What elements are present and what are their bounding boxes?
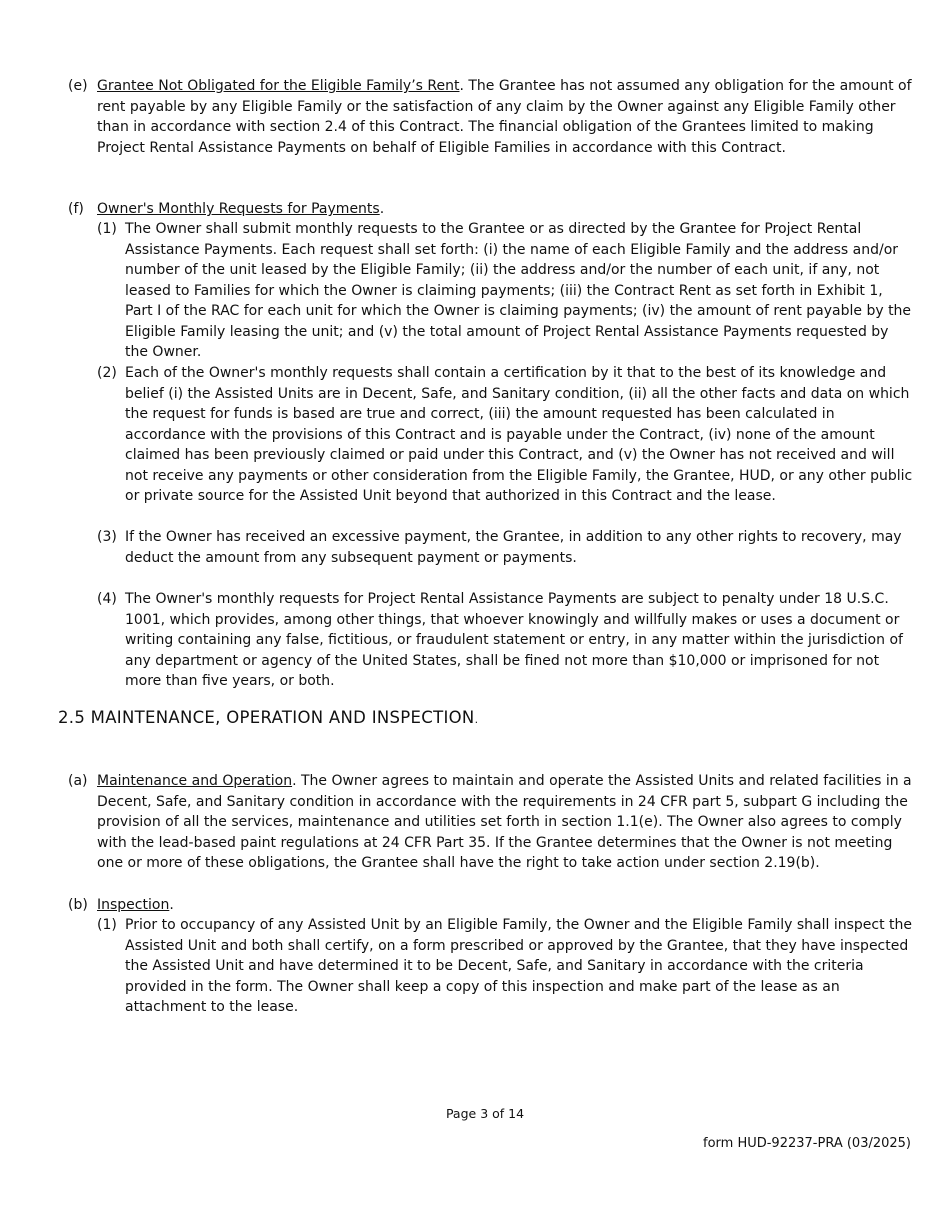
item-text: The Owner shall submit monthly requests to the Grantee or as directed by the Grantee for Project Rental Assistance Payments. Each request shall set forth: (i) the name of each Eligible Family and the address and/or number of the unit leased by the Eligible Family; (ii) the address and/or the number of each unit, if any, not leased to Families for which the Owner is claiming payments; (iii) the Contract Rent as set forth in Exhibit 1, Part I of the RAC for each unit for which the Owner is claiming payments; (iv) the amount of rent payable by the Eligible Family leasing the unit; and (v) the total amount of Project Rental Assistance Payments requested by the Owner.: [125, 221, 912, 360]
section-a: [68, 771, 914, 874]
section-f-label: (f): [68, 201, 84, 217]
section-a-title: Maintenance and Operation: [97, 773, 293, 789]
section-2-5-heading: [58, 708, 478, 727]
item-text: The Owner's monthly requests for Project Rental Assistance Payments are subject to penalty under 18 U.S.C. 1001, which provides, among other things, that whoever knowingly and willfully makes or uses a document or writing containing any false, fictitious, or fraudulent statement or entry, in any matter within the jurisdiction of any department or agency of the United States, shall be fined not more than $10,000 or imprisoned for not more than five years, or both.: [125, 591, 903, 689]
section-b: [68, 895, 914, 916]
section-f-item-3: [68, 527, 914, 568]
page-number: Page 3 of 14: [445, 1106, 525, 1121]
section-f-item-2: [68, 363, 914, 507]
section-a-label: (a): [68, 773, 88, 789]
item-text: Each of the Owner's monthly requests shall contain a certification by it that to the best of its knowledge and belief (i) the Assisted Units are in Decent, Safe, and Sanitary condition, (ii) all the other facts and data on which the request for funds is based are true and correct, (iii) the amount requested has been calculated in accordance with the provisions of this Contract and is payable under the Contract, (iv) none of the amount claimed has been previously claimed or paid under this Contract, and (v) the Owner has not received and will not receive any payments or other consideration from the Eligible Family, the Grantee, HUD, or any other public or private source for the Assisted Unit beyond that authorized in this Contract and the lease.: [125, 365, 913, 504]
section-f-title-end: .: [379, 201, 385, 217]
section-b-title: Inspection: [97, 897, 170, 913]
section-f-item-4: [68, 589, 914, 692]
section-b-item-1: [68, 915, 914, 1018]
form-number: form HUD-92237-PRA (03/2025): [703, 1136, 911, 1151]
section-f: [68, 199, 914, 220]
section-heading-text: 2.5 MAINTENANCE, OPERATION AND INSPECTION: [58, 708, 475, 727]
item-number: (1): [97, 917, 117, 933]
section-e: [68, 76, 914, 158]
section-heading-dot: .: [474, 713, 479, 726]
section-b-title-end: .: [169, 897, 174, 913]
section-e-title: Grantee Not Obligated for the Eligible Family’s Rent: [97, 78, 460, 94]
section-e-label: (e): [68, 78, 88, 94]
item-number: (1): [97, 221, 117, 237]
section-a-text: . The Owner agrees to maintain and operate the Assisted Units and related facilities in a Decent, Safe, and Sanitary condition in accordance with the requirements in 24 CFR part 5, subpart G including the provision of all the services, maintenance and utilities set forth in section 1.1(e). The Owner also agrees to comply with the lead-based paint regulations at 24 CFR Part 35. If the Grantee determines that the Owner is not meeting one or more of these obligations, the Grantee shall have the right to take action under section 2.19(b).: [97, 773, 912, 871]
item-text: If the Owner has received an excessive payment, the Grantee, in addition to any other rights to recovery, may deduct the amount from any subsequent payment or payments.: [125, 529, 902, 566]
section-e-text: . The Grantee has not assumed any obligation for the amount of rent payable by any Eligible Family or the satisfaction of any claim by the Owner against any Eligible Family other than in accordance with section 2.4 of this Contract. The financial obligation of the Grantees limited to making Project Rental Assistance Payments on behalf of Eligible Families in accordance with this Contract.: [97, 78, 912, 156]
section-f-item-1: [68, 219, 914, 363]
item-number: (2): [97, 365, 117, 381]
item-text: Prior to occupancy of any Assisted Unit by an Eligible Family, the Owner and the Eligible Family shall inspect the Assisted Unit and both shall certify, on a form prescribed or approved by the Grantee, that they have inspected the Assisted Unit and have determined it to be Decent, Safe, and Sanitary in accordance with the criteria provided in the form. The Owner shall keep a copy of this inspection and make part of the lease as an attachment to the lease.: [125, 917, 912, 1015]
section-b-label: (b): [68, 897, 88, 913]
item-number: (4): [97, 591, 117, 607]
section-f-title: Owner's Monthly Requests for Payments: [97, 201, 380, 217]
item-number: (3): [97, 529, 117, 545]
